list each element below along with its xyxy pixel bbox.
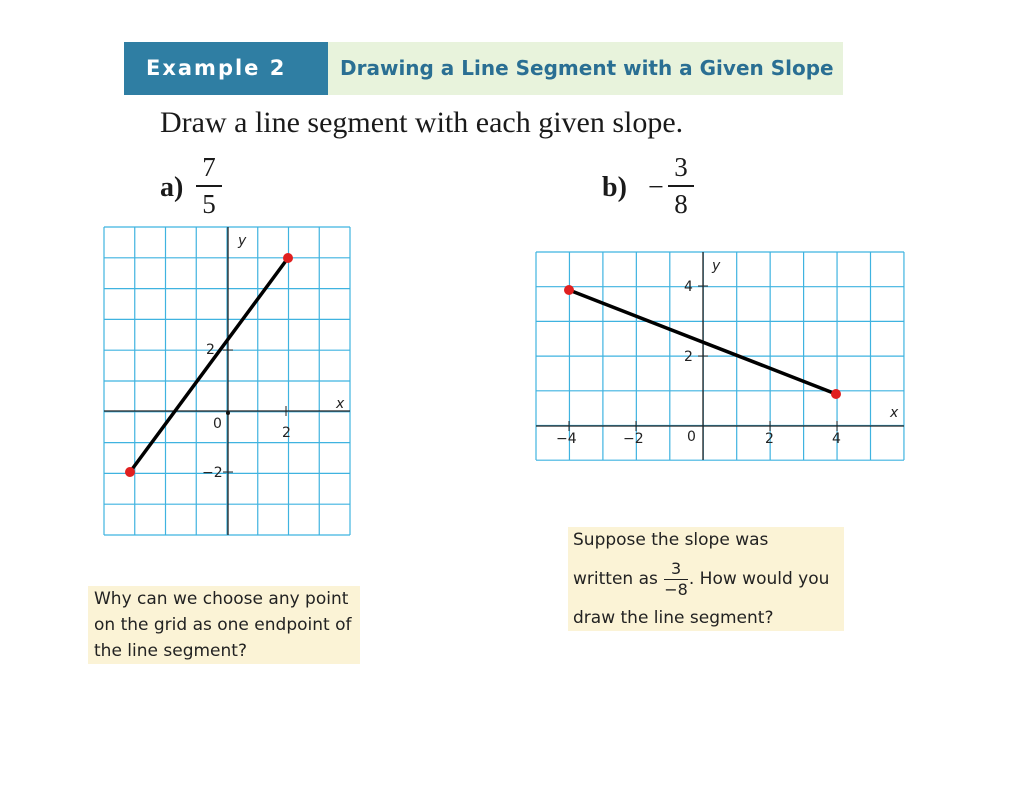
graph-b-y-label: y bbox=[712, 258, 721, 274]
example-label: Example 2 bbox=[124, 42, 328, 95]
graph-a-endpoint bbox=[283, 253, 293, 263]
graph-b-tick-label: 2 bbox=[765, 431, 774, 447]
note-b-fraction bbox=[664, 558, 688, 599]
graph-b-tick-label: −4 bbox=[556, 431, 577, 447]
note-a-line: Why can we choose any point bbox=[94, 589, 349, 609]
graph-a-tick-label: 2 bbox=[282, 425, 291, 441]
note-a-line: the line segment? bbox=[94, 641, 247, 661]
graph-a-y-label: y bbox=[238, 233, 247, 249]
note-b-fraction-denominator: −8 bbox=[664, 579, 688, 599]
graph-b-x-label: x bbox=[890, 405, 899, 421]
graph-a-endpoint bbox=[125, 467, 135, 477]
slope-a-denominator: 5 bbox=[202, 189, 216, 219]
part-b-label: b) bbox=[602, 172, 627, 203]
slope-a-numerator: 7 bbox=[196, 154, 222, 187]
note-a-line: on the grid as one endpoint of bbox=[94, 615, 352, 635]
instruction-text: Draw a line segment with each given slope. bbox=[160, 106, 684, 139]
slope-b-numerator: 3 bbox=[668, 154, 694, 187]
question-note-a bbox=[88, 586, 360, 664]
question-note-b bbox=[568, 527, 844, 631]
graph-a-tick-label: 2 bbox=[206, 342, 215, 358]
graph-a-origin-dot bbox=[226, 411, 230, 415]
slope-b-sign: − bbox=[648, 172, 664, 203]
graph-a-tick-label: −2 bbox=[202, 465, 223, 481]
note-b-line: Suppose the slope was bbox=[573, 530, 769, 550]
part-a-label: a) bbox=[160, 172, 184, 203]
graph-b-tick-label: 4 bbox=[684, 279, 693, 295]
graph-b-tick-label: 4 bbox=[832, 431, 841, 447]
graph-a-x-label: x bbox=[336, 396, 345, 412]
graph-a-origin-label: 0 bbox=[213, 416, 222, 432]
graph-b-grid bbox=[536, 252, 904, 460]
graph-b-tick-label: 2 bbox=[684, 349, 693, 365]
note-b-text: . How would you bbox=[688, 569, 830, 589]
note-b-line: draw the line segment? bbox=[573, 608, 774, 628]
graph-a-grid bbox=[104, 227, 350, 535]
graph-b-endpoint bbox=[564, 285, 574, 295]
graph-a-segment bbox=[130, 258, 288, 472]
graph-b-tick-label: −2 bbox=[623, 431, 644, 447]
note-b-text: written as bbox=[573, 569, 658, 589]
slope-b-denominator: 8 bbox=[674, 189, 688, 219]
graph-b-origin-label: 0 bbox=[687, 429, 696, 445]
note-b-line-with-fraction bbox=[573, 553, 844, 605]
graph-b-endpoint bbox=[831, 389, 841, 399]
note-b-fraction-numerator: 3 bbox=[664, 561, 688, 580]
example-title: Drawing a Line Segment with a Given Slope bbox=[328, 42, 843, 95]
